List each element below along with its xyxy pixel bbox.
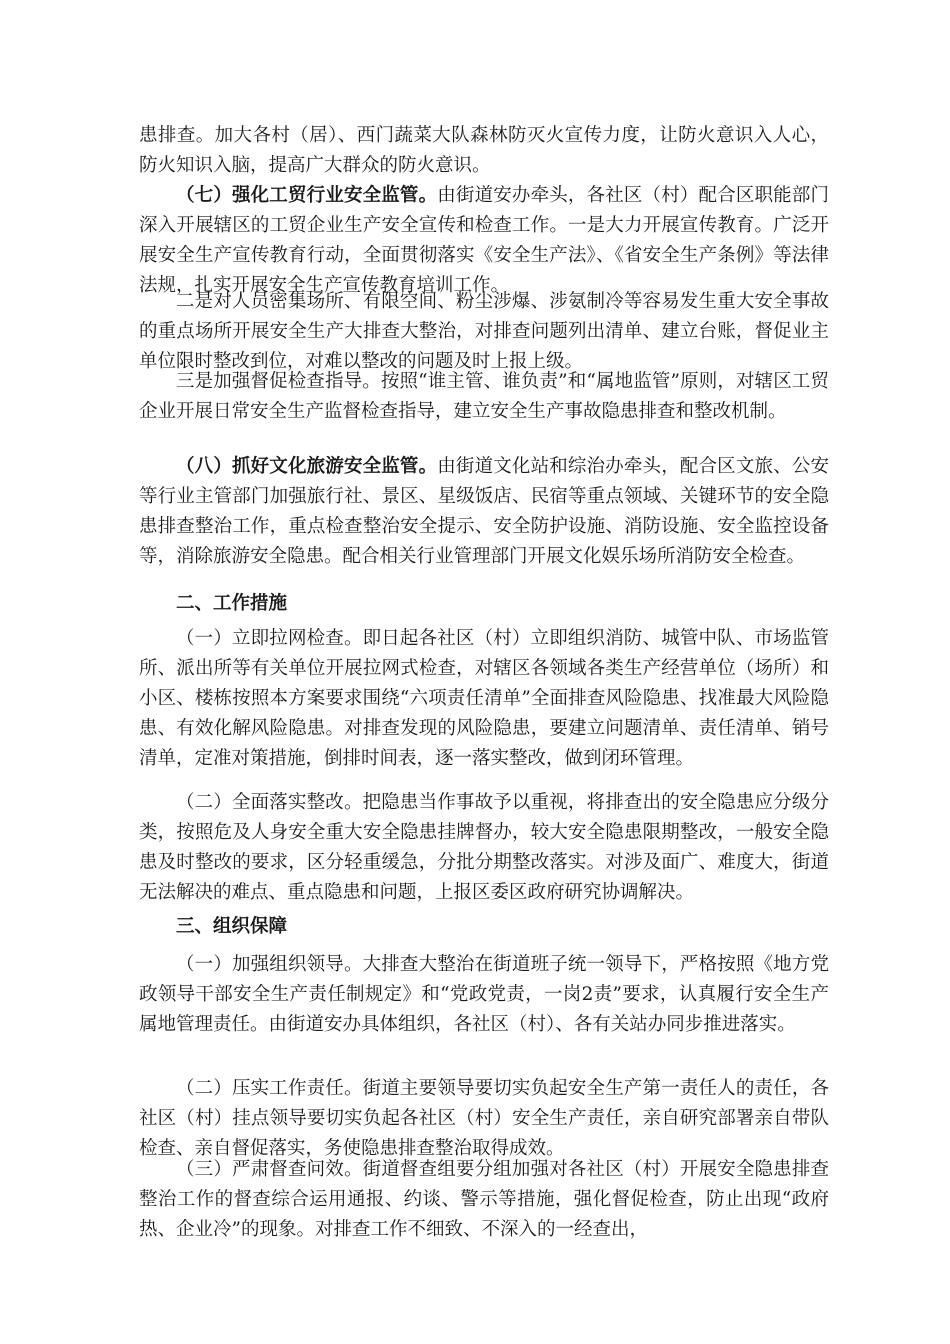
paragraph-text: （三）严肃督查问效。街道督查组要分组加强对各社区（村）开展安全隐患排查整治工作的督查综合运用通报、约谈、警示等措施，强化督促检查，防止出现“政府热、企业冷”的现象。对排查工作不细致、不深入的一经查出， xyxy=(139,1159,829,1240)
paragraph-lead: （七）强化工贸行业安全监管。 xyxy=(176,185,438,206)
paragraph-text: 三是加强督促检查指导。按照“谁主管、谁负责”和“属地监管”原则，对辖区工贸企业开展日常安全生产监督检查指导，建立安全生产事故隐患排查和整改机制。 xyxy=(139,371,829,422)
paragraph-supervision-guidance xyxy=(139,367,829,427)
paragraph-immediate-inspection xyxy=(139,624,829,774)
section-heading-work-measures: 二、工作措施 xyxy=(176,593,288,614)
paragraph-text: 患排查。加大各村（居）、西门蔬菜大队森林防灭火宣传力度，让防火意识入人心，防火知识入脑，提高广大群众的防火意识。 xyxy=(139,125,829,176)
paragraph-fire-prevention xyxy=(139,121,829,181)
paragraph-responsibility xyxy=(139,1074,829,1164)
paragraph-rectification xyxy=(139,788,829,908)
paragraph-text: 由街道文化站和综治办牵头，配合区文旅、公安等行业主管部门加强旅行社、景区、星级饭店、民宿等重点领域、关键环节的安全隐患排查整治工作，重点检查整治安全提示、安全防护设施、消防设施、安全监控设备等，消除旅游安全隐患。配合相关行业管理部门开展文化娱乐场所消防安全检查。 xyxy=(139,456,829,567)
paragraph-text: （二）全面落实整改。把隐患当作事故予以重视，将排查出的安全隐患应分级分类，按照危及人身安全重大安全隐患挂牌督办，较大安全隐患限期整改，一般安全隐患及时整改的要求，区分轻重缓急，分批分期整改落实。对涉及面广、难度大，街道无法解决的难点、重点隐患和问题，上报区委区政府研究协调解决。 xyxy=(139,792,829,903)
paragraph-industry-trade-safety xyxy=(139,181,829,301)
section-heading-organization: 三、组织保障 xyxy=(176,916,288,937)
paragraph-text: （一）立即拉网检查。即日起各社区（村）立即组织消防、城管中队、市场监管所、派出所等有关单位开展拉网式检查，对辖区各领域各类生产经营单位（场所）和小区、楼栋按照本方案要求围绕“六项责任清单”全面排查风险隐患、找准最大风险隐患、有效化解风险隐患。对排查发现的风险隐患，要建立问题清单、责任清单、销号清单，定准对策措施，倒排时间表，逐一落实整改，做到闭环管理。 xyxy=(139,628,829,769)
paragraph-text: 二是对人员密集场所、有限空间、粉尘涉爆、涉氨制冷等容易发生重大安全事故的重点场所开展安全生产大排查大整治，对排查问题列出清单、建立台账，督促业主单位限时整改到位，对难以整改的问题及时上报上级。 xyxy=(139,291,829,372)
paragraph-culture-tourism-safety xyxy=(139,452,829,572)
paragraph-text: （一）加强组织领导。大排查大整治在街道班子统一领导下，严格按照《地方党政领导干部安全生产责任制规定》和“党政党责，一岗2责”要求，认真履行安全生产属地管理责任。由街道安办具体组织，各社区（村）、各有关站办同步推进落实。 xyxy=(139,954,829,1035)
paragraph-supervision xyxy=(139,1155,829,1245)
paragraph-key-sites-inspection xyxy=(139,287,829,377)
paragraph-text: 由街道安办牵头，各社区（村）配合区职能部门深入开展辖区的工贸企业生产安全宣传和检查工作。一是大力开展宣传教育。广泛开展安全生产宣传教育行动，全面贯彻落实《安全生产法》、《省安全生产条例》等法律法规，扎实开展安全生产宣传教育培训工作。 xyxy=(139,185,829,296)
paragraph-leadership xyxy=(139,950,829,1040)
paragraph-text: （二）压实工作责任。街道主要领导要切实负起安全生产第一责任人的责任，各社区（村）挂点领导要切实负起各社区（村）安全生产责任，亲自研究部署亲自带队检查、亲自督促落实，务使隐患排查整治取得成效。 xyxy=(139,1078,829,1159)
paragraph-lead: （八）抓好文化旅游安全监管。 xyxy=(176,456,438,477)
